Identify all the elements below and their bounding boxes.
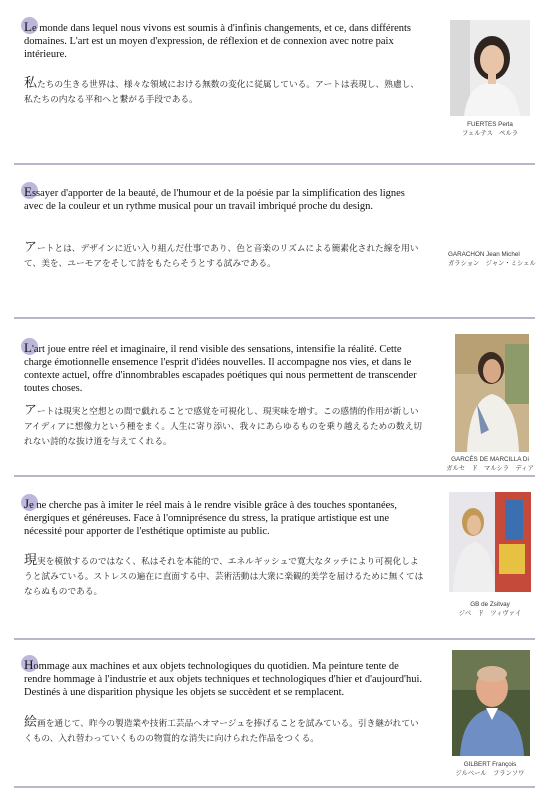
artist-name-kana: フェルテス ペルラ — [461, 130, 519, 137]
french-text: Le monde dans lequel nous vivons est soumis à d'infinis changements, et ce, dans différents domaines. L'art est un moyen d'expression, de réflexion et de connexion avec notre paix intérieure. — [24, 19, 411, 60]
artist-photo — [455, 334, 529, 452]
artist-name-latin: GARACHON Jean Michel — [448, 251, 520, 258]
japanese-text: アートとは、デザインに近い入り組んだ仕事であり、色と音楽のリズムによる簡素化された線を用いて、美を、ユーモアをそして詩をもたらそうとする試みである。 — [24, 240, 419, 269]
artist-name-kana: ジルベール フランソワ — [455, 770, 525, 777]
french-text: Hommage aux machines et aux objets technologiques du quotidien. Ma peinture tente de rendre hommage à l'industrie et aux objets techniques et technologiques d'hier et d'aujourd'hui. Destinés à une disparition physique les objets se succèdent et se remplacent. — [24, 657, 422, 698]
artist-caption — [440, 600, 540, 618]
artist-name-latin: FUERTES Perla — [467, 121, 513, 128]
french-text: Je ne cherche pas à imiter le réel mais à le rendre visible grâce à des touches spontanées, énergiques et généreuses. Face à l'omniprésence du stress, la pratique artistique est une nécessité pour apporter de l'esthétique optimiste au public. — [24, 496, 397, 537]
french-text: L'art joue entre réel et imaginaire, il rend visible des sensations, intensifie la réalité. Cette charge émotionnelle ensemence l'esprit d'idées nouvelles. Il accompagne nos vies, et dans le contexte actuel, offre d'innombrables escapades poétiques qui nous permettent de transcender toutes choses. — [24, 340, 417, 394]
japanese-text: アートは現実と空想との間で戯れることで感覚を可視化し、現実味を増す。この感情的作用が新しいアイディアに想像力という種をまく。人生に寄り添い、我々にあらゆるものを乗り越えるための数え切れない詩的な抜け道を与えてくれる。 — [24, 403, 422, 447]
artist-name-latin: GILBERT François — [463, 761, 517, 768]
section-divider — [14, 163, 535, 165]
section-divider — [14, 638, 535, 640]
artist-caption — [440, 120, 540, 138]
artist-caption — [448, 250, 548, 268]
japanese-text: 現実を模倣するのではなく、私はそれを本能的で、エネルギッシュで寛大なタッチにより可視化しようと試みている。ストレスの遍在に直面する中、芸術活動は大衆に楽観的美学を届けるために無くてはならぬものである。 — [24, 553, 424, 597]
section-divider — [14, 475, 535, 477]
artist-name-kana: ガルセ ド マルシラ ディア — [446, 465, 534, 472]
artist-caption — [440, 760, 540, 778]
section-divider — [14, 317, 535, 319]
artist-photo — [452, 650, 530, 756]
french-text: Essayer d'apporter de la beauté, de l'humour et de la poésie par la simplification des lignes avec de la couleur et un rythme musical pour un travail imbriqué proche du design. — [24, 184, 405, 212]
artist-caption — [440, 455, 540, 473]
artist-name-kana: ジベ ド ツィヴァイ — [458, 610, 522, 617]
section-divider — [14, 786, 535, 788]
artist-photo — [449, 492, 531, 592]
artist-name-latin: GB de Zsitvay — [470, 601, 510, 608]
artist-name-kana: ガラション ジャン・ミシェル — [448, 260, 536, 267]
japanese-text: 絵画を通じて、昨今の製造業や技術工芸品へオマージュを捧げることを試みている。引き継がれていくもの、入れ替わっていくものの物質的な消失に向けられた作品をつくる。 — [24, 715, 419, 744]
japanese-text: 私たちの生きる世界は、様々な領域における無数の変化に従属している。アートは表現し、熟慮し、私たちの内なる平和へと繋がる手段である。 — [24, 76, 420, 105]
artist-name-latin: GARCÉS DE MARCILLA Di — [451, 456, 529, 463]
artist-photo — [450, 20, 530, 116]
